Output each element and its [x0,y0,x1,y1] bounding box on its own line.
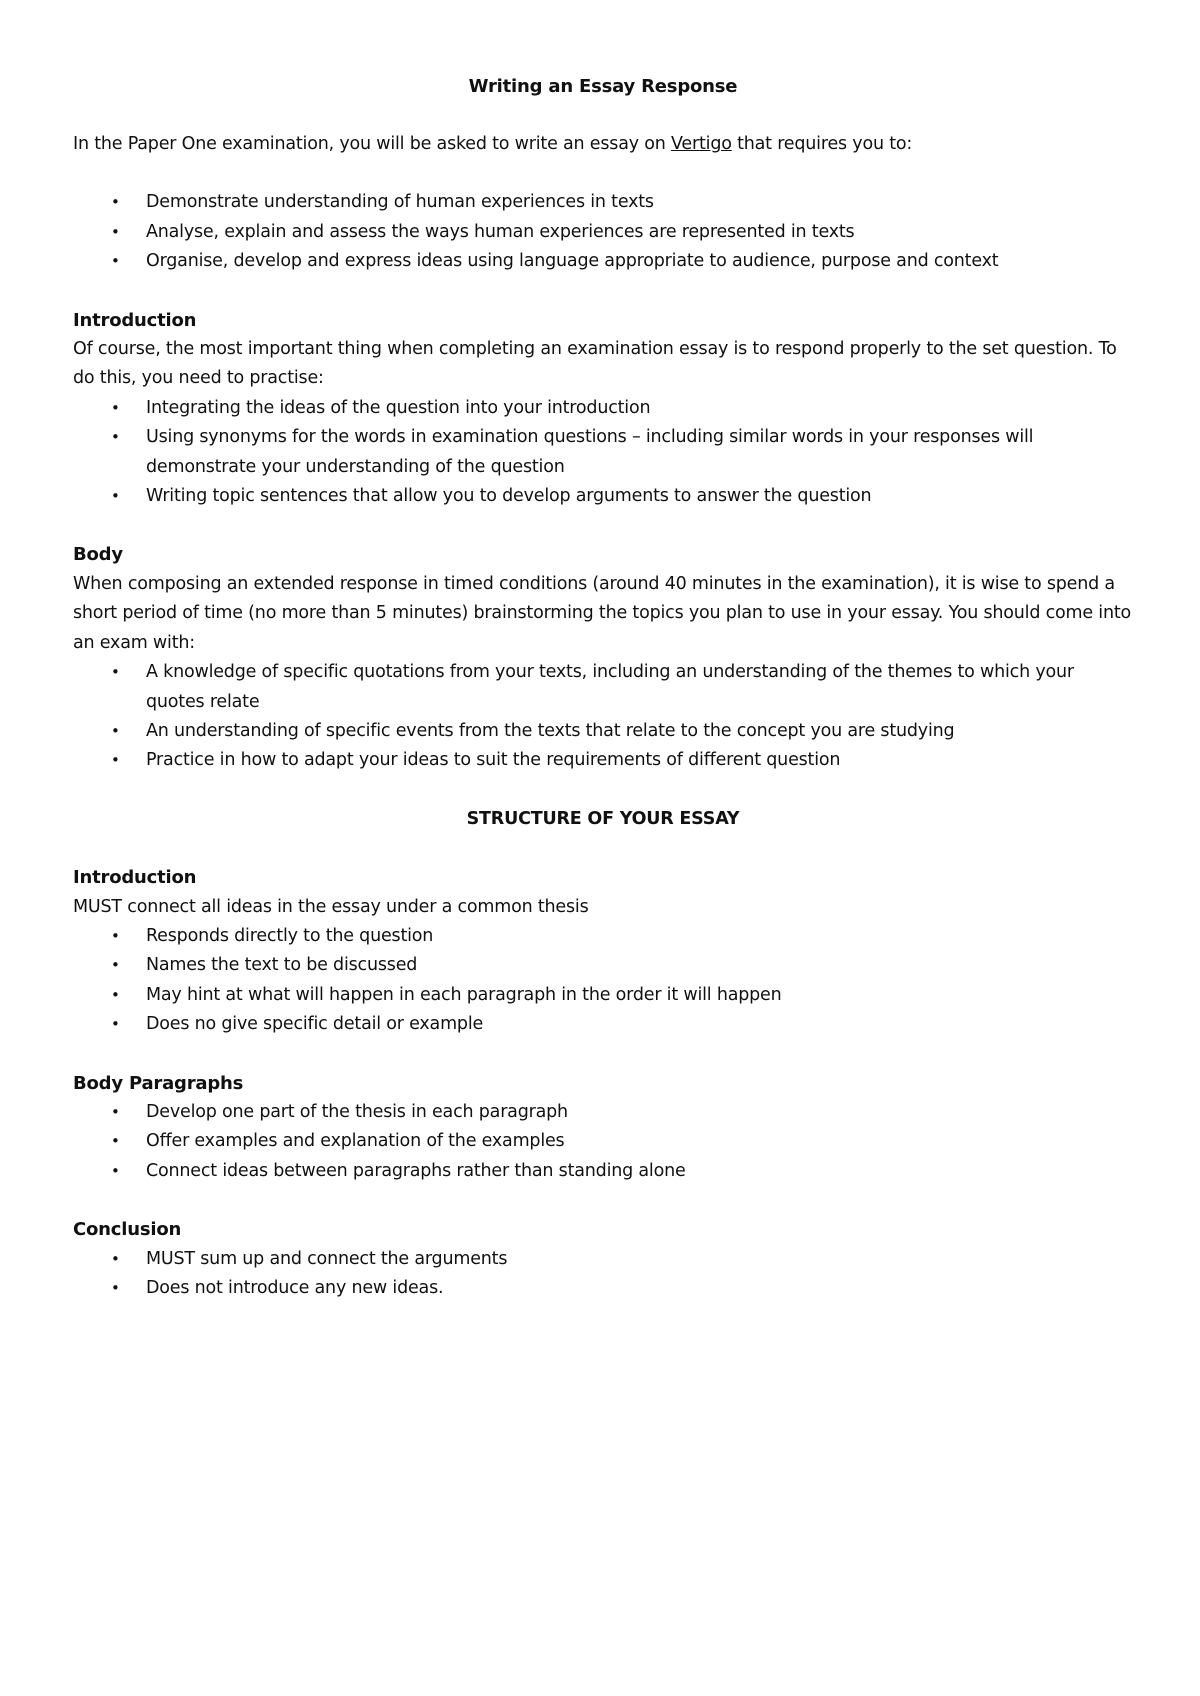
list-item: • Offer examples and explanation of the examples [73,1127,1133,1156]
bullet-icon: • [111,222,120,241]
spacer [73,834,1133,863]
bullet-icon: • [111,252,120,271]
list-item: • Connect ideas between paragraphs rather than standing alone [73,1157,1133,1186]
list-item: • MUST sum up and connect the arguments [73,1245,1133,1274]
bullet-icon: • [111,926,120,945]
bullet-icon: • [111,398,120,417]
bullet-icon: • [111,1102,120,1121]
list-item: • May hint at what will happen in each paragraph in the order it will happen [73,981,1133,1010]
structure-heading-body-paragraphs: Body Paragraphs [73,1072,244,1094]
bullet-icon: • [111,956,120,975]
list-item: • Practice in how to adapt your ideas to suit the requirements of different question [73,746,1133,775]
list-item: • Organise, develop and express ideas using language appropriate to audience, purpose and context [73,247,1133,276]
list-item: • Writing topic sentences that allow you to develop arguments to answer the question [73,482,1133,511]
bullet-icon: • [111,663,120,682]
list-item: • Names the text to be discussed [73,951,1133,980]
bullet-icon: • [111,428,120,447]
list-item: • Demonstrate understanding of human experiences in texts [73,188,1133,217]
structure-introduction-list [73,922,1133,1040]
list-item: • Using synonyms for the words in examination questions – including similar words in your responses will demonstrate your understanding of the question [73,423,1133,482]
bullet-icon: • [111,721,120,740]
list-item: • Responds directly to the question [73,922,1133,951]
bullet-icon: • [111,751,120,770]
intro-text-before: In the Paper One examination, you will be asked to write an essay on [73,134,672,154]
document-body [73,72,1133,1303]
section-heading-introduction: Introduction [73,309,197,331]
list-item: • A knowledge of specific quotations from your texts, including an understanding of the themes to which your quotes relate [73,658,1133,717]
bullet-icon: • [111,193,120,212]
spacer [73,277,1133,306]
list-item: • Analyse, explain and assess the ways human experiences are represented in texts [73,218,1133,247]
list-item: • Does no give specific detail or example [73,1010,1133,1039]
document-title: Writing an Essay Response [468,76,738,97]
bullet-icon: • [111,1015,120,1034]
structure-conclusion-list [73,1245,1133,1304]
list-item: • Develop one part of the thesis in each paragraph [73,1098,1133,1127]
spacer [73,776,1133,805]
structure-heading-conclusion: Conclusion [73,1219,182,1241]
structure-heading-introduction: Introduction [73,867,197,889]
list-item: • Does not introduce any new ideas. [73,1274,1133,1303]
spacer [73,159,1133,188]
list-item: • Integrating the ideas of the question into your introduction [73,394,1133,423]
intro-bullet-list [73,188,1133,276]
bullet-icon: • [111,1161,120,1180]
intro-text-after: that requires you to: [731,134,913,154]
structure-heading: STRUCTURE OF YOUR ESSAY [466,808,740,829]
spacer [73,1186,1133,1215]
text-title-vertigo: Vertigo [671,134,732,154]
list-item: • An understanding of specific events from the texts that relate to the concept you are studying [73,717,1133,746]
spacer [73,1040,1133,1069]
bullet-icon: • [111,1279,120,1297]
bullet-icon: • [111,1132,120,1151]
structure-introduction-text: MUST connect all ideas in the essay under a common thesis [73,896,589,917]
bullet-icon: • [111,487,120,506]
spacer [73,511,1133,540]
section-heading-body: Body [73,544,123,566]
section-body-list [73,658,1133,776]
section-introduction-text: Of course, the most important thing when completing an examination essay is to respond properly to the set question. To do this, you need to practise: [73,339,1117,389]
section-introduction-list [73,394,1133,512]
structure-body-list [73,1098,1133,1186]
bullet-icon: • [111,985,120,1004]
bullet-icon: • [111,1249,120,1268]
intro-paragraph [73,130,1133,159]
section-body-text: When composing an extended response in timed conditions (around 40 minutes in the examination), it is wise to spend a short period of time (no more than 5 minutes) brainstorming the topics you plan to use in your essay. You should come into an exam with: [73,573,1132,653]
spacer [73,101,1133,130]
